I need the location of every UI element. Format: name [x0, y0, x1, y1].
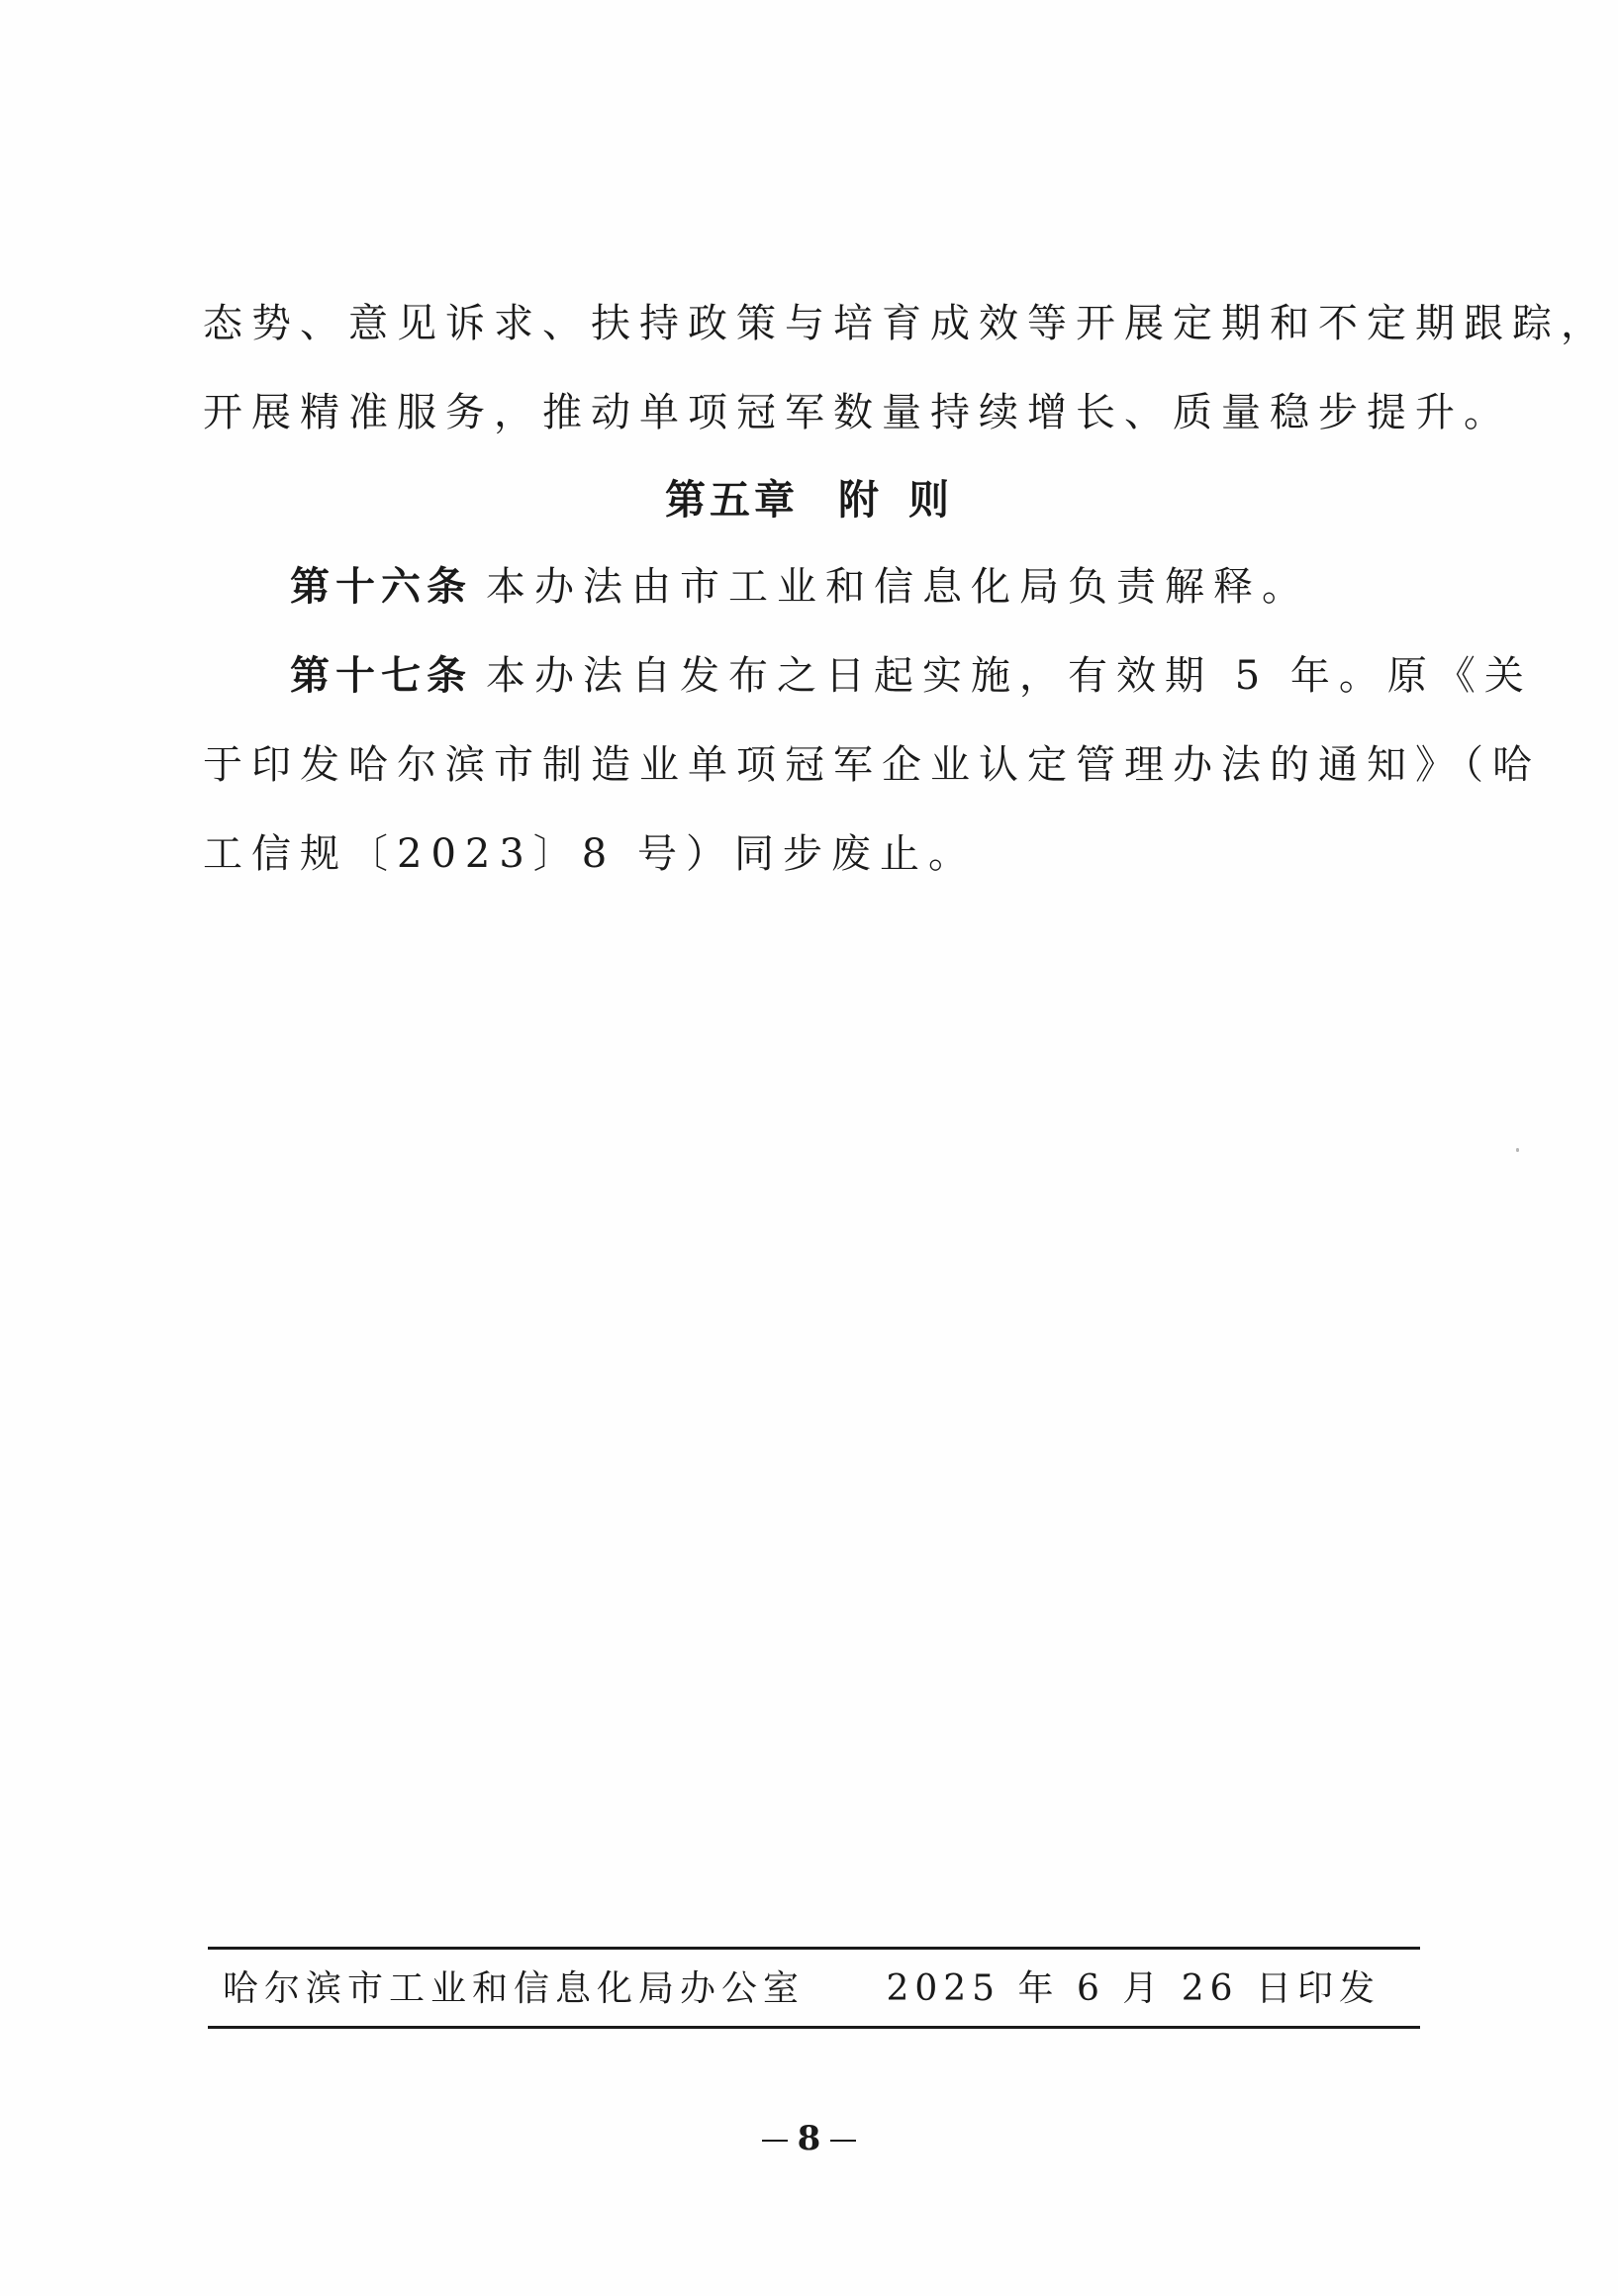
continued-paragraph [203, 279, 1609, 457]
chapter-number: 第五章 [665, 476, 799, 524]
issuing-office: 哈尔滨市工业和信息化局办公室 [223, 1968, 806, 2009]
article-text: 本办法由市工业和信息化局负责解释。 [486, 564, 1310, 610]
article-16 [203, 542, 1420, 631]
chapter-heading [0, 455, 1618, 544]
article-17 [203, 631, 1541, 899]
chapter-title-part: 附 [838, 476, 883, 524]
page-number-dash [762, 2140, 788, 2142]
article-text: 于印发哈尔滨市制造业单项冠军企业认定管理办法的通知》（哈 [203, 742, 1541, 788]
article-label: 第十六条 [290, 564, 472, 610]
footer-top-rule [208, 1947, 1420, 1950]
paragraph-line: 开展精准服务，推动单项冠军数量持续增长、质量稳步提升。 [203, 390, 1512, 435]
issue-date: 2025 年 6 月 26 日印发 [886, 1968, 1380, 2009]
article-text: 工信规〔2023〕8 号）同步废止。 [203, 831, 977, 877]
article-text: 本办法自发布之日起实施，有效期 5 年。原《关 [486, 653, 1533, 699]
chapter-title-part: 则 [908, 476, 953, 524]
scan-speck [1516, 1148, 1519, 1152]
paragraph-line: 态势、意见诉求、扶持政策与培育成效等开展定期和不定期跟踪， [203, 301, 1609, 346]
page-number [0, 2114, 1618, 2163]
page-number-dash [830, 2140, 856, 2142]
footer-bottom-rule [208, 2026, 1420, 2029]
page-number-value: 8 [797, 2119, 821, 2158]
article-label: 第十七条 [290, 653, 472, 699]
